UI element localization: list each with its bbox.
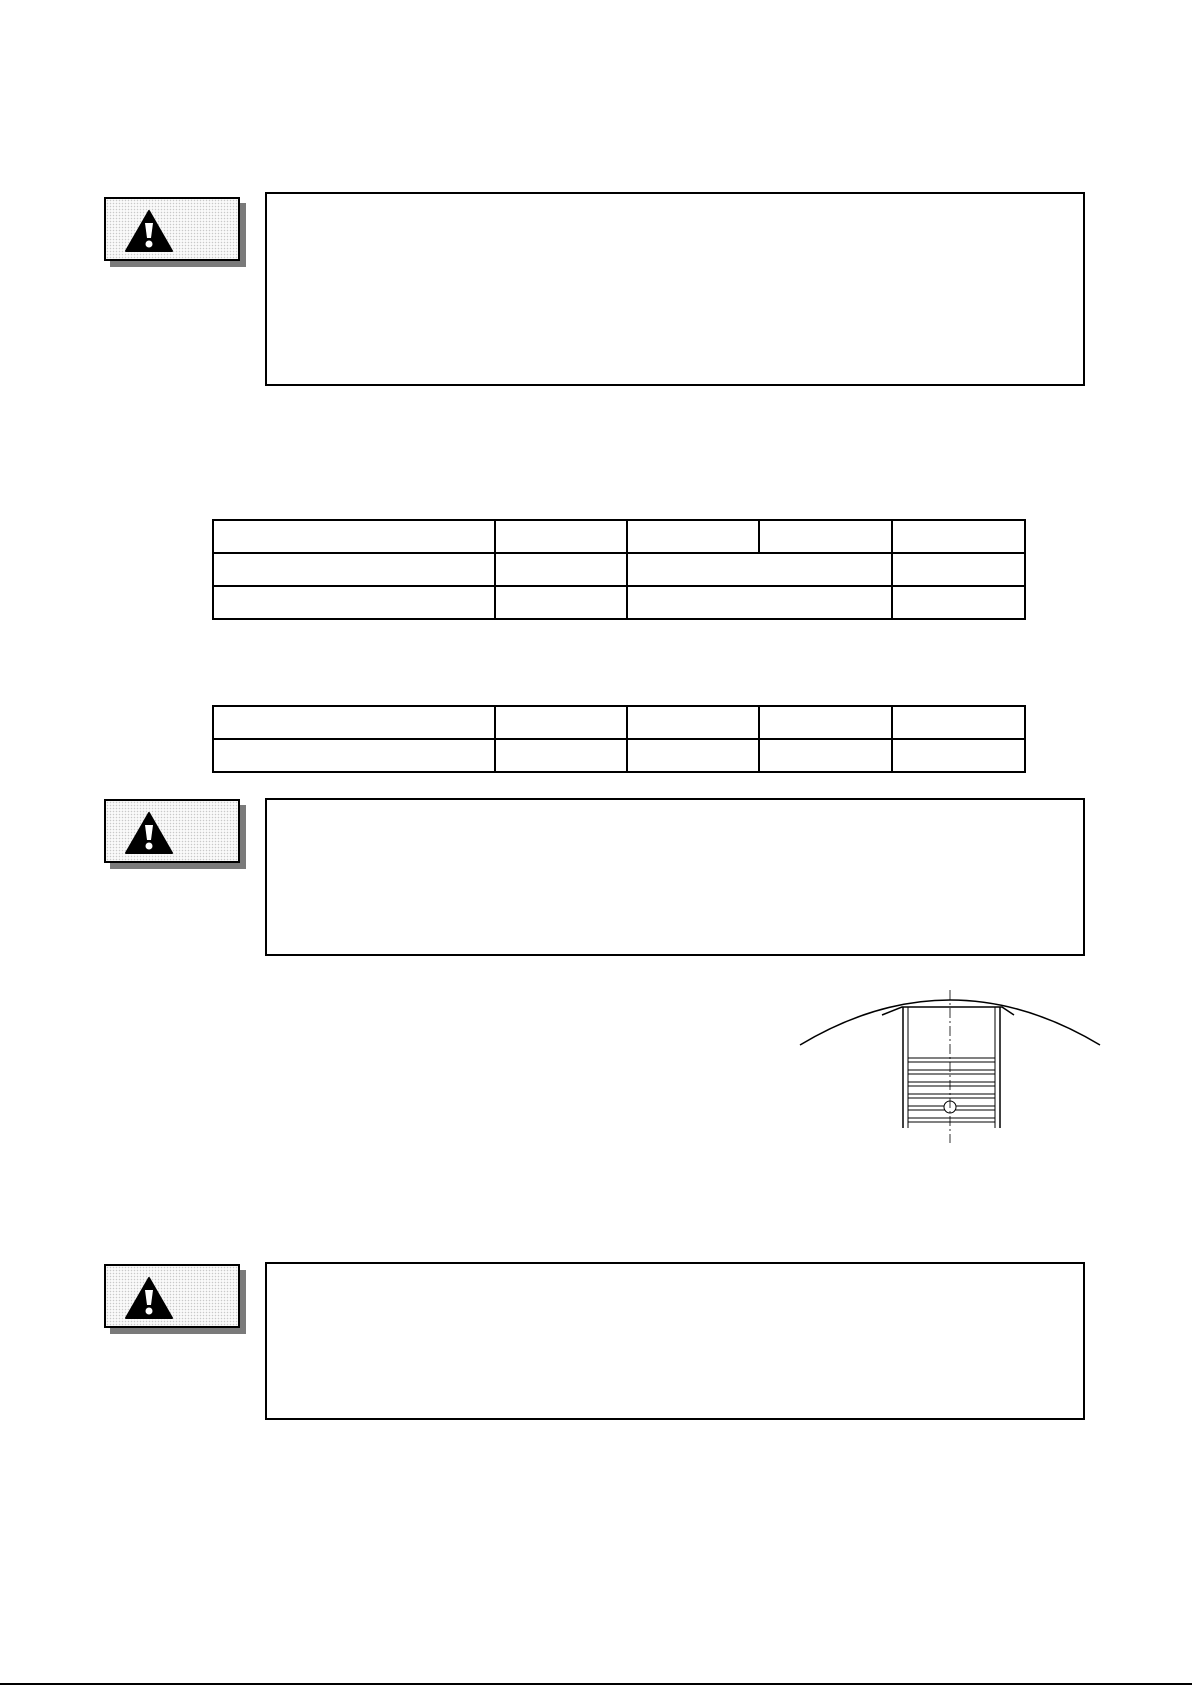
table-cell (495, 586, 627, 619)
table-cell (627, 739, 759, 772)
table-cell (495, 553, 627, 586)
warning-icon-box-3 (104, 1264, 240, 1328)
warning-triangle-icon (124, 811, 174, 855)
table-cell (892, 553, 1025, 586)
table-cell (213, 553, 495, 586)
warning-triangle-icon (124, 1276, 174, 1320)
piston-ring-diagram (790, 985, 1110, 1145)
spec-table-2 (212, 705, 1026, 773)
table-cell (213, 739, 495, 772)
table-cell (627, 706, 759, 739)
table-cell (213, 706, 495, 739)
warning-icon-box-2 (104, 799, 240, 863)
table-row (213, 520, 1025, 553)
table-cell (495, 739, 627, 772)
table-cell (892, 739, 1025, 772)
table-cell (759, 520, 892, 553)
table-cell (627, 586, 892, 619)
table-cell (627, 553, 892, 586)
spec-table-1 (212, 519, 1026, 620)
warning-icon-box-1 (104, 197, 240, 261)
table-row (213, 739, 1025, 772)
table-row (213, 553, 1025, 586)
table-cell (892, 520, 1025, 553)
warning-text-box-1 (265, 192, 1085, 386)
table-cell (627, 520, 759, 553)
table-cell (892, 586, 1025, 619)
warning-text-box-2 (265, 798, 1085, 956)
table-row (213, 586, 1025, 619)
warning-text-box-3 (265, 1262, 1085, 1420)
table-cell (759, 739, 892, 772)
table-cell (892, 706, 1025, 739)
table-cell (495, 520, 627, 553)
table-cell (213, 586, 495, 619)
table-cell (759, 706, 892, 739)
warning-triangle-icon (124, 209, 174, 253)
table-row (213, 706, 1025, 739)
table-cell (495, 706, 627, 739)
table-cell (213, 520, 495, 553)
